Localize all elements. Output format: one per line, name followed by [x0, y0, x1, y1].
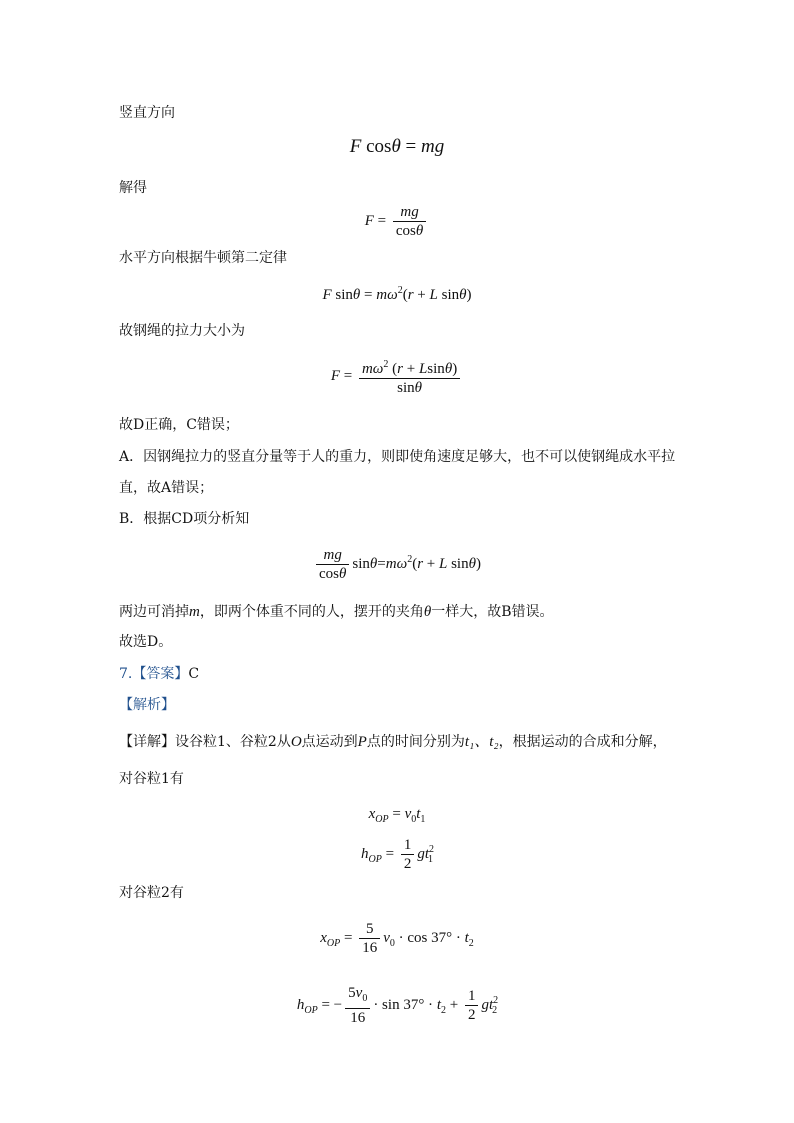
text-detail-setup: 【详解】设谷粒1、谷粒2从O点运动到P点的时间分别为t₁、t₂，根据运动的合成和分解， — [119, 734, 667, 750]
text-vertical-direction: 竖直方向 — [119, 105, 175, 121]
equation-grain2-vertical: $h_{OP}$ = − $\frac{5v_0}{16}$ · $\sin 37^\circ \cdot t_2$ + $\frac{1}{2}$ $gt^2_2$ — [296, 985, 499, 1026]
equation-horizontal-newton: F $\sin\theta = m\omega^2(r + L$ sinθ) — [322, 285, 472, 303]
text-answer-7: 7.【答案】C — [119, 666, 200, 682]
text-analysis-heading: 【解析】 — [119, 697, 175, 713]
equation-vertical-balance: F cosθ = mg — [349, 136, 445, 157]
text-grain-1: 对谷粒1有 — [119, 771, 184, 787]
equation-grain1-vertical: $h_{OP}$ = $\frac{1}{2}$ $gt^2_1$ — [361, 837, 434, 872]
equation-tension-horizontal: F = $\frac{m\omega^2 (r + Lsin\theta)}{\sin\theta}$ — [0, 356, 794, 397]
text-d-correct: 故D正确，C错误； — [119, 417, 239, 433]
text-option-a-line1: A．因钢绳拉力的竖直分量等于人的重力，则即使角速度足够大，也不可以使钢绳成水平拉 — [119, 449, 676, 465]
text-horizontal-newton: 水平方向根据牛顿第二定律 — [119, 250, 287, 266]
equation-cancel-mass: $\frac{mg}{\cos\theta}$ $\sin\theta=m\omega^2(r + L$ sinθ) — [0, 546, 794, 583]
equation-tension-vertical: F = $\frac{mg}{\cos\theta}$ — [0, 203, 794, 240]
text-choose-d: 故选D。 — [119, 634, 173, 650]
equation-grain1-horizontal: $x_{OP} = v_0t_1$ — [368, 806, 426, 825]
equation-grain2-horizontal: $x_{OP}$ = $\frac{5}{16}$ $v_0 \cdot \cos 37^\circ \cdot t_2$ — [320, 921, 474, 956]
text-option-a-line2: 直，故A错误； — [119, 480, 214, 496]
text-tension-magnitude: 故钢绳的拉力大小为 — [119, 323, 245, 339]
text-grain-2: 对谷粒2有 — [119, 885, 184, 901]
text-option-b: B．根据CD项分析知 — [119, 511, 250, 527]
text-conclusion-b: 两边可消掉m，即两个体重不同的人，摆开的夹角θ一样大，故B错误。 — [119, 604, 554, 620]
text-solve: 解得 — [119, 180, 147, 196]
